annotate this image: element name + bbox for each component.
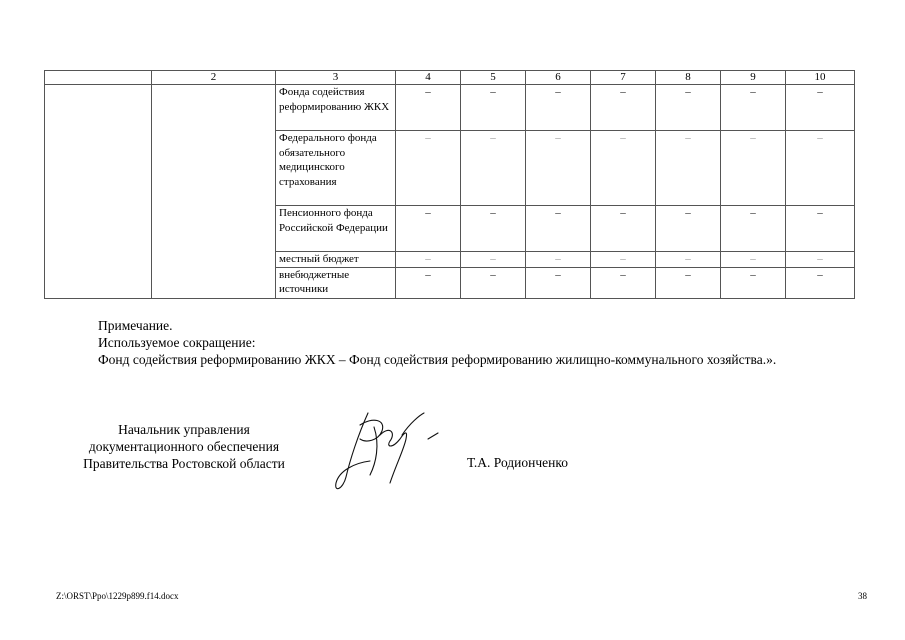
signatory-title-line: Правительства Ростовской области — [83, 456, 285, 471]
table-cell: – — [591, 252, 656, 268]
table-cell: – — [396, 206, 461, 252]
table-cell: – — [786, 267, 855, 298]
table-cell: – — [656, 267, 721, 298]
table-cell: – — [526, 85, 591, 131]
table-cell: – — [461, 85, 526, 131]
row-label: Пенсионного фонда Российской Федерации — [276, 206, 396, 252]
table-cell: – — [461, 206, 526, 252]
table-cell: – — [591, 206, 656, 252]
table-cell: – — [591, 85, 656, 131]
table-cell: – — [656, 206, 721, 252]
table-cell: – — [721, 252, 786, 268]
table-header-row — [45, 71, 855, 85]
page-number: 38 — [858, 591, 867, 601]
row-label: внебюджетные источники — [276, 267, 396, 298]
header-cell: 3 — [276, 71, 396, 85]
table-cell: – — [656, 252, 721, 268]
header-cell: 2 — [152, 71, 276, 85]
table-cell: – — [526, 267, 591, 298]
table-cell: – — [721, 85, 786, 131]
note-abbrev-definition: Фонд содействия реформированию ЖКХ – Фонд содействия реформированию жилищно-коммунального хозяйства.». — [98, 352, 777, 367]
table-cell: – — [656, 85, 721, 131]
table-cell: – — [721, 267, 786, 298]
header-cell: 6 — [526, 71, 591, 85]
budget-table — [44, 70, 855, 299]
table-cell: – — [721, 206, 786, 252]
footer-file-path: Z:\ORST\Ppo\1229p899.f14.docx — [56, 591, 179, 601]
row-label: Фонда содействия реформированию ЖКХ — [276, 85, 396, 131]
signatory-name: Т.А. Родионченко — [467, 455, 568, 470]
signatory-title-line: документационного обеспечения — [88, 439, 280, 454]
table-cell: – — [396, 252, 461, 268]
header-cell: 7 — [591, 71, 656, 85]
row-label: местный бюджет — [276, 252, 396, 268]
table-cell: – — [526, 206, 591, 252]
header-cell: 9 — [721, 71, 786, 85]
note-heading: Примечание. — [98, 318, 173, 333]
table-cell: – — [396, 131, 461, 206]
merged-empty-cell — [152, 85, 276, 299]
table-cell: – — [461, 131, 526, 206]
row-label: Федерального фонда обязательного медицинского страхования — [276, 131, 396, 206]
header-cell: 4 — [396, 71, 461, 85]
table-cell: – — [526, 131, 591, 206]
table-cell: – — [461, 267, 526, 298]
table-cell: – — [786, 85, 855, 131]
table-cell: – — [786, 131, 855, 206]
handwritten-signature — [330, 405, 450, 497]
table-cell: – — [461, 252, 526, 268]
table-cell: – — [656, 131, 721, 206]
table-row — [45, 85, 855, 131]
header-cell — [45, 71, 152, 85]
header-cell: 5 — [461, 71, 526, 85]
table-cell: – — [591, 131, 656, 206]
table-cell: – — [396, 85, 461, 131]
table-cell: – — [396, 267, 461, 298]
table-cell: – — [786, 206, 855, 252]
note-abbrev-intro: Используемое сокращение: — [98, 335, 256, 350]
merged-empty-cell — [45, 85, 152, 299]
table-cell: – — [786, 252, 855, 268]
table-cell: – — [591, 267, 656, 298]
table-cell: – — [721, 131, 786, 206]
header-cell: 8 — [656, 71, 721, 85]
signatory-title — [44, 421, 324, 472]
signatory-title-line: Начальник управления — [118, 422, 250, 437]
table-cell: – — [526, 252, 591, 268]
header-cell: 10 — [786, 71, 855, 85]
